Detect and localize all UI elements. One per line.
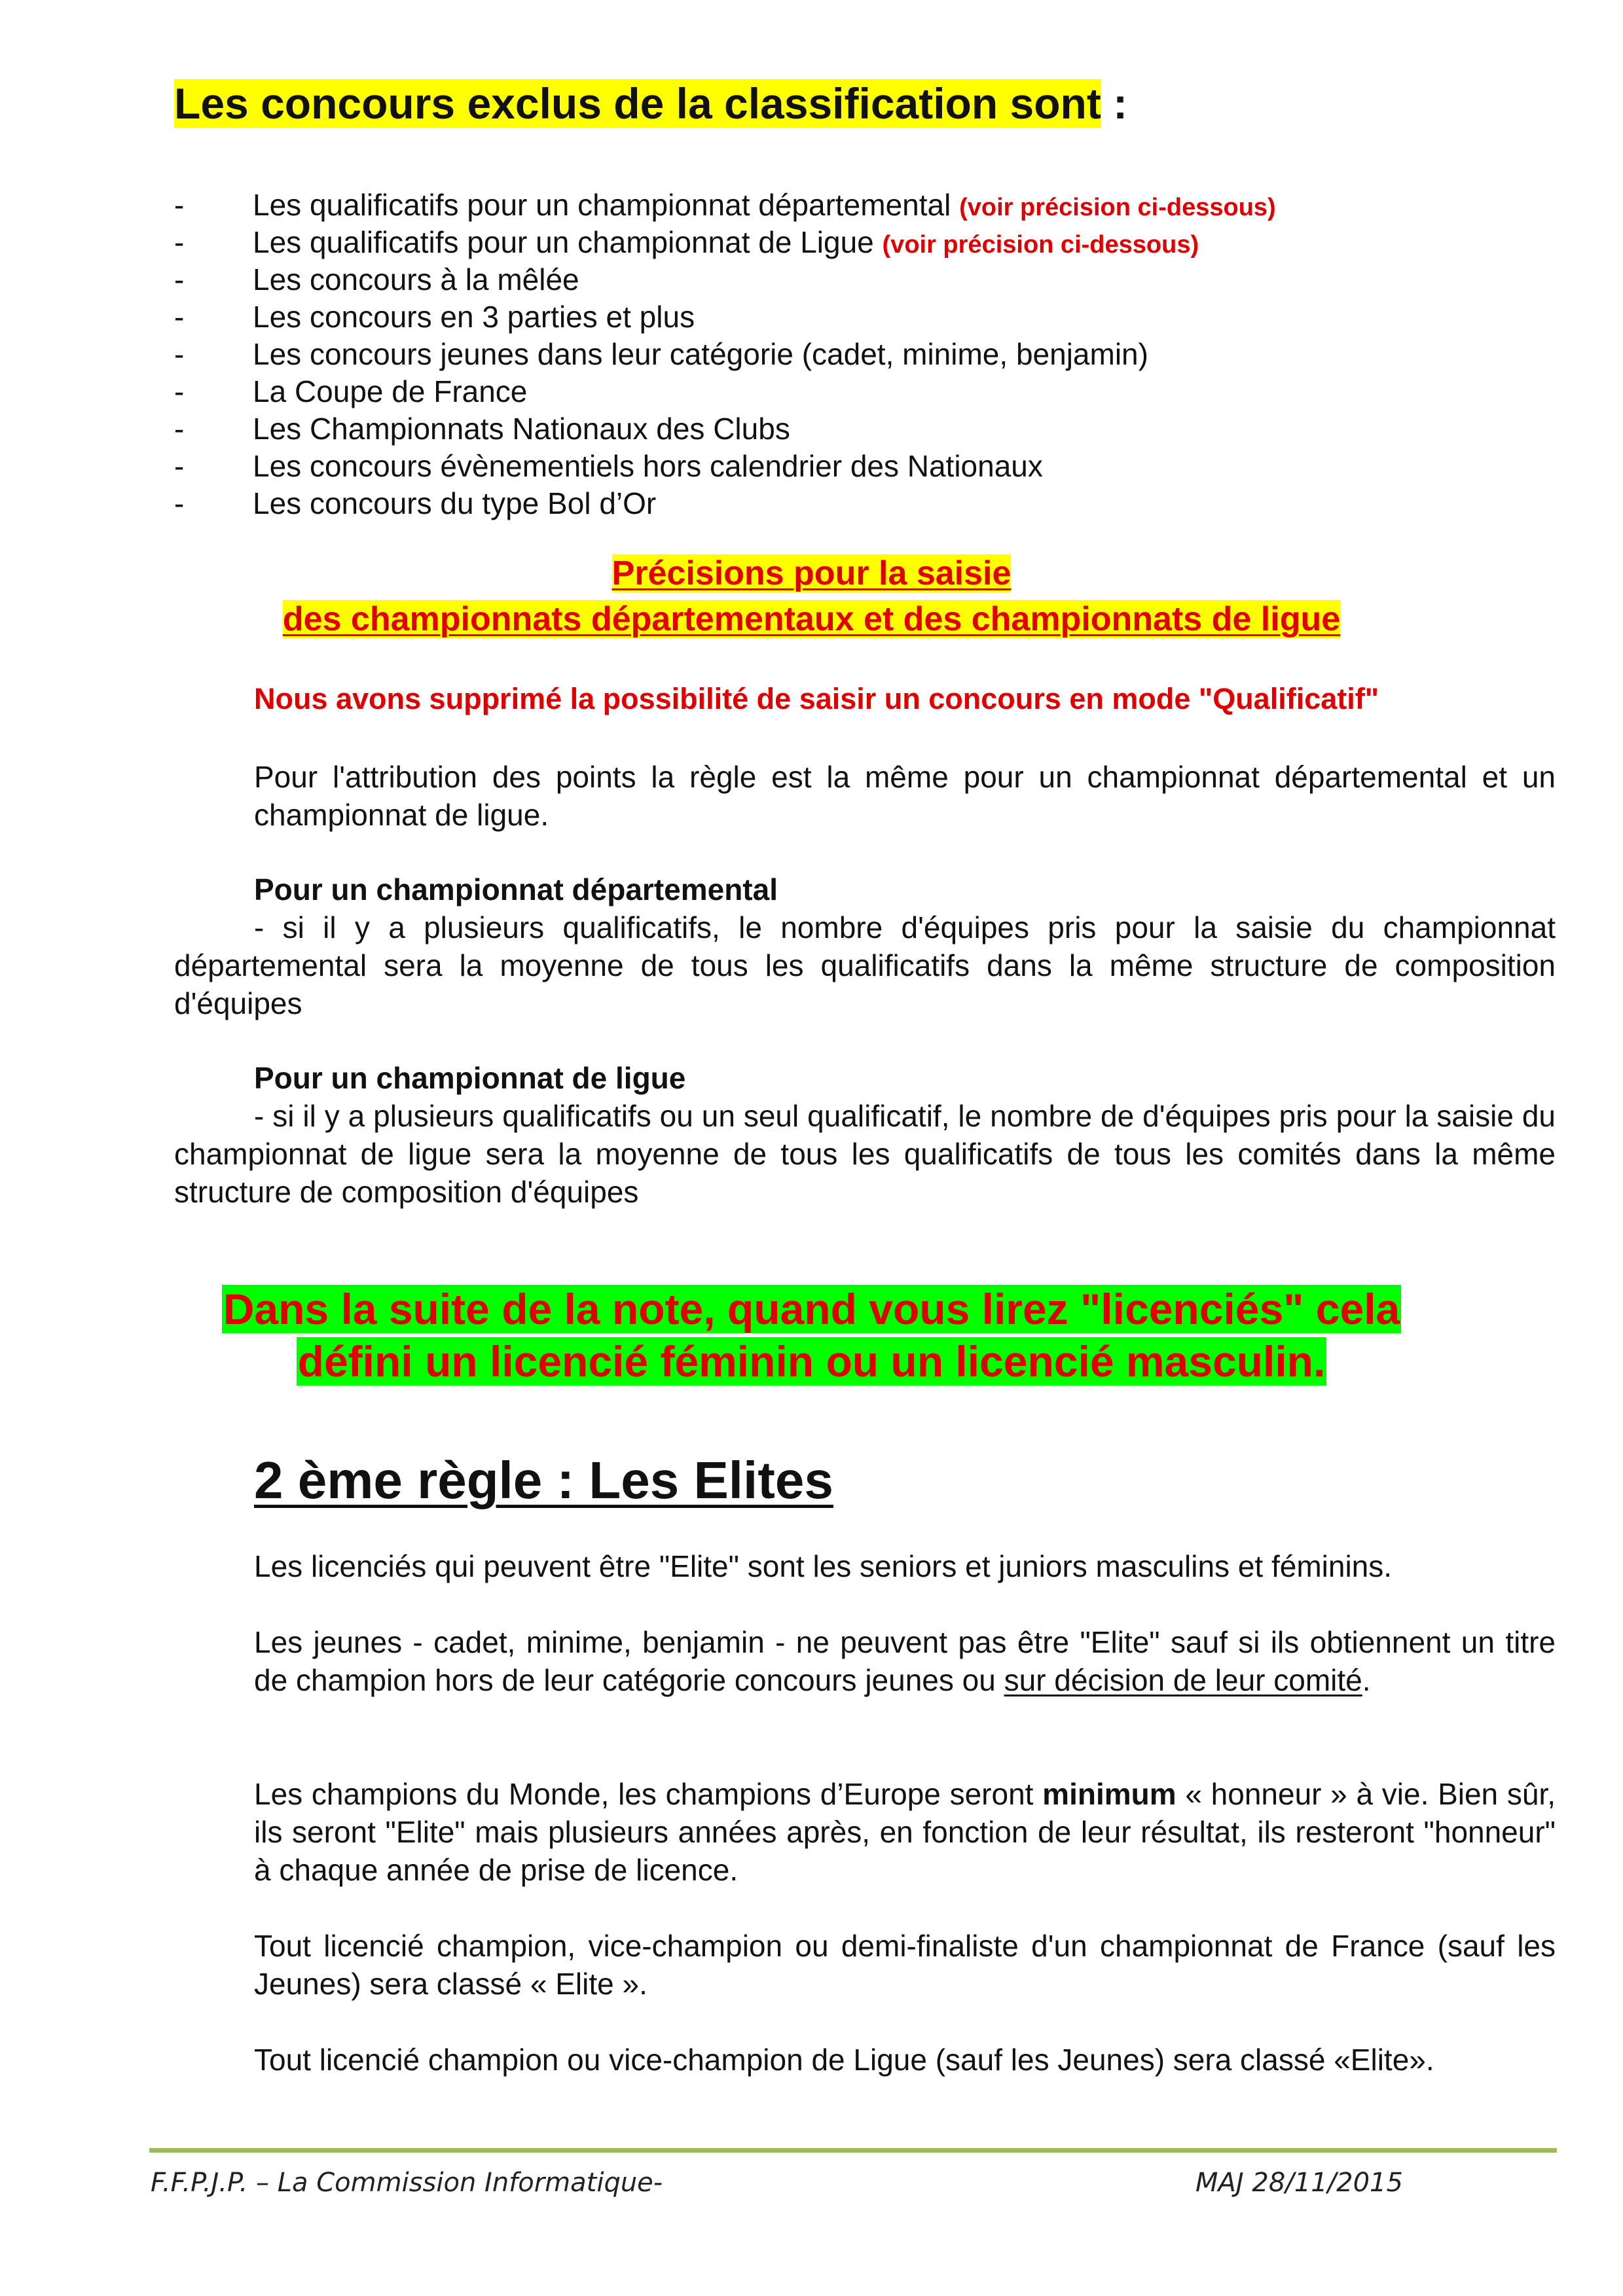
exclusion-text-wrap [253, 374, 527, 409]
exclusion-text-wrap [253, 448, 1043, 484]
exclusion-text: Les concours jeunes dans leur catégorie (cadet, minime, benjamin) [253, 337, 1148, 371]
attribution-paragraph: Pour l'attribution des points la règle est la même pour un championnat départemental et un championnat de ligue. [254, 760, 1556, 832]
elite-paragraph-3: Les champions du Monde, les champions d’Europe seront minimum « honneur » à vie. Bien sûr, ils seront "Elite" mais plusieurs années après, en fonction de leur résultat, ils resteront "honneur" à chaque année de prise de licence. [254, 1777, 1556, 1887]
exclusion-text-wrap [253, 262, 579, 297]
departemental-paragraph: - si il y a plusieurs qualificatifs, le nombre d'équipes pris pour la saisie du championnat départemental sera la moyenne de tous les qualificatifs dans la même structure de composition d'équipes [174, 910, 1556, 1020]
section-title-exclusions [174, 79, 1127, 128]
ligue-paragraph: - si il y a plusieurs qualificatifs ou un seul qualificatif, le nombre de d'équipes pris pour la saisie du championnat de ligue sera la moyenne de tous les qualificatifs de tous les comités dans la même structure de composition d'équipes [174, 1099, 1556, 1209]
exclusion-text-wrap [253, 187, 1276, 223]
bullet-dash: - [174, 300, 185, 334]
bullet-dash: - [174, 374, 185, 408]
section-title-colon: : [1101, 79, 1128, 128]
footer-divider [149, 2148, 1557, 2153]
exclusion-text-wrap [253, 224, 1199, 260]
exclusion-note: (voir précision ci-dessous) [882, 231, 1199, 259]
exclusion-text: Les concours du type Bol d’Or [253, 486, 657, 520]
precisions-title-line1: Précisions pour la saisie [611, 554, 1012, 592]
elite-paragraph-1: Les licenciés qui peuvent être "Elite" sont les seniors et juniors masculins et féminins. [254, 1549, 1393, 1583]
exclusion-text: Les concours à la mêlée [253, 262, 579, 296]
ligue-heading: Pour un championnat de ligue [254, 1061, 686, 1095]
bullet-dash: - [174, 188, 185, 222]
departemental-heading: Pour un championnat départemental [254, 872, 778, 906]
section-title-text: Les concours exclus de la classification sont [174, 79, 1101, 128]
licencies-definition-banner [0, 1283, 1623, 1388]
banner-line1: Dans la suite de la note, quand vous lirez "licenciés" cela [223, 1285, 1400, 1333]
exclusion-text-wrap [253, 411, 790, 446]
minimum-bold: minimum [1042, 1777, 1176, 1811]
exclusion-text: La Coupe de France [253, 374, 528, 408]
bullet-dash: - [174, 486, 185, 520]
comite-decision-underlined: sur décision de leur comité [1004, 1663, 1362, 1697]
bullet-dash: - [174, 225, 185, 259]
bullet-dash: - [174, 262, 185, 296]
exclusion-note: (voir précision ci-dessous) [959, 194, 1276, 221]
bullet-dash: - [174, 337, 185, 371]
rule2-heading: 2 ème règle : Les Elites [254, 1451, 833, 1509]
exclusion-text-wrap [253, 486, 656, 521]
exclusion-text: Les concours en 3 parties et plus [253, 300, 695, 334]
exclusion-text: Les qualificatifs pour un championnat de Ligue [253, 225, 883, 259]
exclusion-text-wrap [253, 336, 1148, 372]
precisions-title-line2: des championnats départementaux et des championnats de ligue [282, 600, 1341, 638]
banner-line2: défini un licencié féminin ou un licencié masculin. [297, 1337, 1326, 1386]
footer-update-date: MAJ 28/11/2015 [1195, 2168, 1403, 2198]
bullet-dash: - [174, 412, 185, 446]
footer-author: F.F.P.J.P. – La Commission Informatique- [151, 2168, 663, 2198]
elite-paragraph-5: Tout licencié champion ou vice-champion de Ligue (sauf les Jeunes) sera classé «Elite». [254, 2043, 1434, 2077]
qualificatif-removed-note: Nous avons supprimé la possibilité de saisir un concours en mode "Qualificatif" [254, 682, 1379, 715]
exclusion-text: Les concours évènementiels hors calendrier des Nationaux [253, 449, 1043, 483]
exclusion-text-wrap [253, 299, 695, 334]
exclusion-text: Les qualificatifs pour un championnat départemental [253, 188, 960, 222]
exclusion-text: Les Championnats Nationaux des Clubs [253, 412, 790, 446]
elite-paragraph-4: Tout licencié champion, vice-champion ou demi-finaliste d'un championnat de France (sauf les Jeunes) sera classé « Elite ». [254, 1929, 1556, 2001]
bullet-dash: - [174, 449, 185, 483]
elite-paragraph-2: Les jeunes - cadet, minime, benjamin - ne peuvent pas être "Elite" sauf si ils obtiennent un titre de champion hors de leur catégorie concours jeunes ou sur décision de leur comité. [254, 1625, 1556, 1697]
